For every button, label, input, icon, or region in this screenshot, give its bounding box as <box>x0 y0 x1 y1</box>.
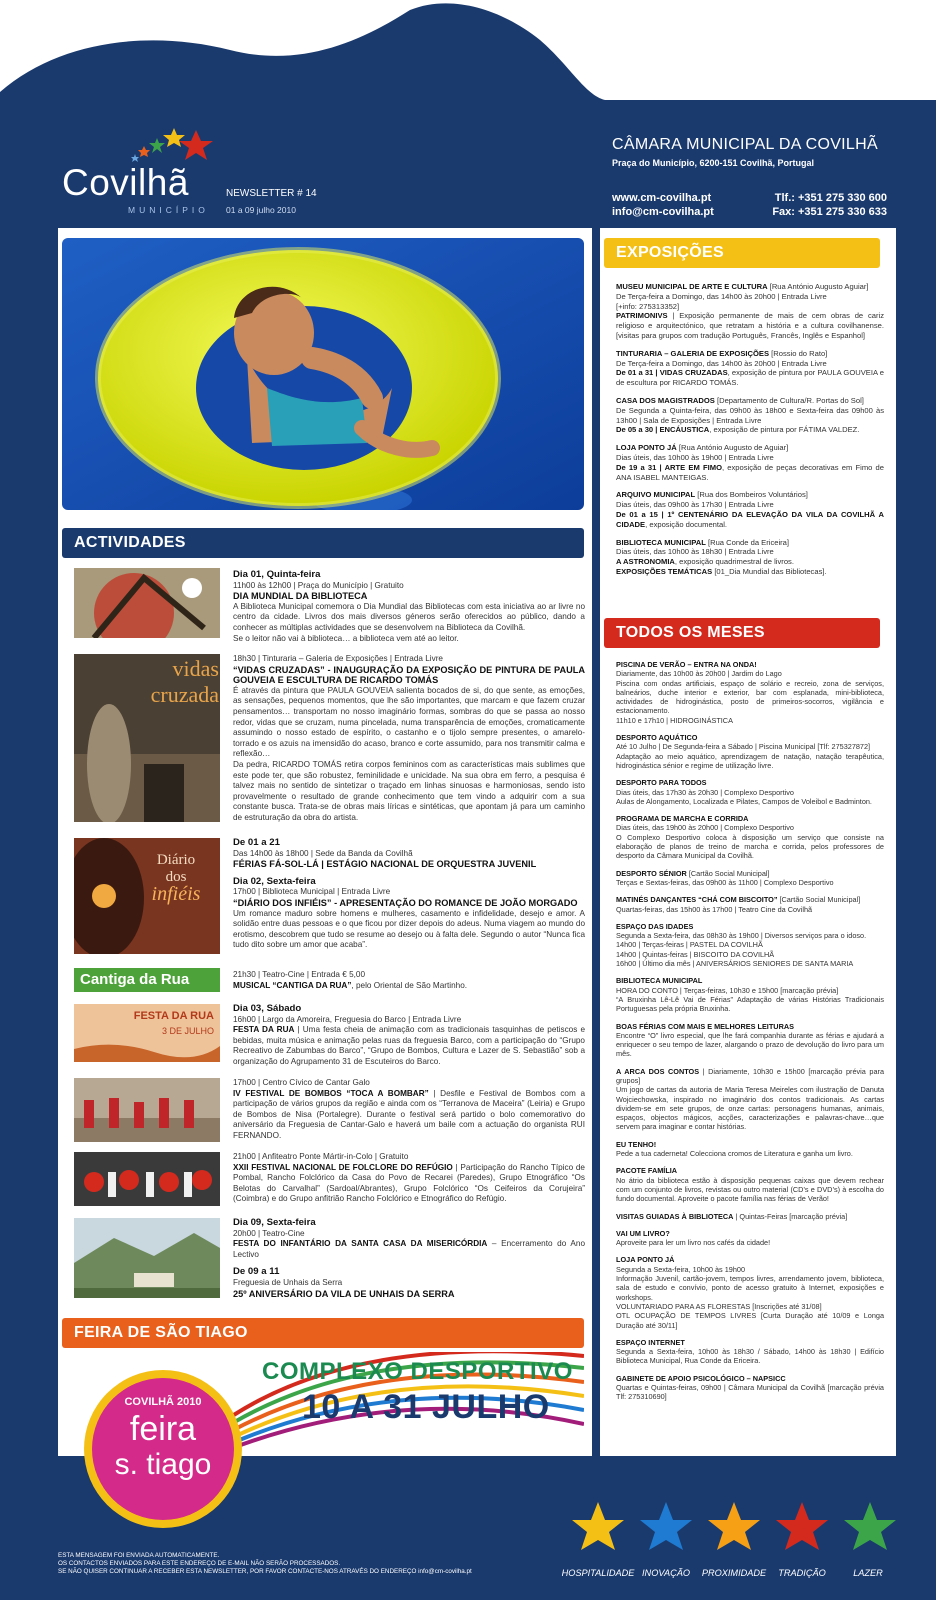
thumb-festa-title: FESTA DA RUA <box>133 1010 214 1022</box>
mes-napsicc: GABINETE DE APOIO PSICOLÓGICO – NAPSICC Quartas e Quintas-feiras, 09h00 | Câmara Municipal da Covilhã [marcação prévia Tlf: 275310690] <box>616 1373 884 1402</box>
thumb-bombos <box>74 1078 220 1142</box>
expo-museu: MUSEU MUNICIPAL DE ARTE E CULTURA [Rua António Augusto Aguiar] De Terça-feira a Domingo, das 14h00 às 20h00 | Entrada Livre [+info: 275313352] PATRIMONIVS | Exposição permanente de mais de cem obras de cariz religioso e arquitectónico, que retratam a história e a cultura covilhanense. [visitas para grupos com tradução Português, Francês, Inglês e Espanhol] <box>616 282 884 340</box>
logo-wordmark[interactable]: Covilhã <box>62 162 189 203</box>
thumb-biblioteca <box>74 568 220 638</box>
expo-loja: LOJA PONTO JÁ [Rua António Augusto de Aguiar] Dias úteis, das 10h00 às 19h00 | Entrada Livre De 19 a 31 | ARTE EM FIMO, exposição de peças decorativas em Fimo de ANA ISABEL MANTEIGAS. <box>616 443 884 482</box>
section-todos-os-meses: TODOS OS MESES <box>604 618 880 648</box>
mes-marcha: PROGRAMA DE MARCHA E CORRIDA Dias úteis, das 19h00 às 20h00 | Complexo Desportivo O Complexo Desportivo coloca à disposição um serviço que consiste na elaboração de planos de treino de marcha e corrida, pelos professores de desporto da Câmara Municipal da Covilhã. <box>616 814 884 861</box>
hero-image <box>62 238 584 510</box>
mes-pacote-familia: PACOTE FAMÍLIA No átrio da biblioteca estão à disposição pequenas caixas que devem rechear com um conjunto de livros, revistas ou outro material (CD’s e DVD’s) à escolha do fundo documental. Aproveite o pacote família nas férias de Verão! <box>616 1166 884 1204</box>
thumb-diario-line1: Diário <box>156 852 196 868</box>
event-festival-folclore: 21h00 | Anfiteatro Ponte Mártir-in-Colo | Gratuito XXII FESTIVAL NACIONAL DE FOLCLORE DO REFÚGIO | Participação do Rancho Típico de Pombal, Rancho Folclórico da Casa do Povo de Recarei (Paredes), Grupo Etnográfico “Os Belotas do Carvalhal” (Sardoal/Abrantes), Grupo Folclórico “Os Ceifeiros da Corujeira” (Coimbra) e do Grupo anfitrião Rancho Folclórico e Etnográfico do Refúgio. <box>233 1152 585 1204</box>
thumb-festa-date: 3 DE JULHO <box>161 1026 214 1036</box>
feira-badge-year: COVILHÃ 2010 <box>124 1396 202 1408</box>
event-ferias-diario: De 01 a 21 Das 14h00 às 18h00 | Sede da Banda da Covilhã FÉRIAS FÁ-SOL-LÁ | ESTÁGIO NACIONAL DE ORQUESTRA JUVENIL Dia 02, Sexta-feira 17h00 | Biblioteca Municipal | Entrada Livre “DIÁRIO DOS INFIÉIS” - APRESENTAÇÃO DO ROMANCE DE JOÃO MORGADO Um romance maduro sobre homens e mulheres, casamento e infidelidade, desejo e amor. A solidão entre duas pessoas e o que ficou por dizer depois do adeus. Numa viagem ao mundo do erotismo, descobrem que tudo se resume ao desejo ou à falta dele. Segundo o autor “Nunca fica tudo dito sobre um amor que acaba”. <box>233 837 585 950</box>
value-proximidade: PROXIMIDADE <box>701 1568 767 1578</box>
footer-note: ESTA MENSAGEM FOI ENVIADA AUTOMATICAMENTE. OS CONTACTOS ENVIADOS PARA ESTE ENDEREÇO DE E-MAIL NÃO SERÃO PROCESSADOS. SE NÃO QUISER CONTINUAR A RECEBER ESTA NEWSLETTER, POR FAVOR CONTACTE-NOS ATRAVÉS DO ENDEREÇO info@cm-covilha.pt <box>58 1552 472 1575</box>
footer-stars-icon <box>568 1500 908 1562</box>
feira-complexo: COMPLEXO DESPORTIVO <box>262 1358 573 1385</box>
event-festival-bombos: 17h00 | Centro Cívico de Cantar Galo IV FESTIVAL DE BOMBOS “TOCA A BOMBAR” | Desfile e Festival de Bombos com a participação de vários grupos da região e ainda com os “Terranova de Maceira” (Leiria) e Grupo de Bombos de Nisa (Portalegre). Durante o festival será partido o bolo comemorativo do aniversário da Freguesia de Cantar-Galo e haverá um baile com a actuação do organista RUI FERNANDO. <box>233 1078 585 1140</box>
feira-dates: 10 A 31 JULHO <box>302 1388 550 1426</box>
org-contacts <box>612 191 714 219</box>
event-dia-mundial-biblioteca: Dia 01, Quinta-feira 11h00 às 12h00 | Praça do Município | Gratuito DIA MUNDIAL DA BIBLIOTECA A Biblioteca Municipal comemora o Dia Mundial das Bibliotecas com esta iniciativa ao ar livre no centro da cidade. Livros dos mais diversos géneros serão oferecidos ao público, dando a conhecer as múltiplas actividades que se desenvolvem na Biblioteca da Covilhã. Se o leitor não vai à biblioteca… a biblioteca vem até ao leitor. <box>233 569 585 643</box>
thumb-vidas-title: vidas cruzada <box>150 656 219 707</box>
event-infantario-unhais: Dia 09, Sexta-feira 20h00 | Teatro-Cine FESTA DO INFANTÁRIO DA SANTA CASA DA MISERICÓRDIA – Encerramento do Ano Lectivo De 09 a 11 Freguesia de Unhais da Serra 25º ANIVERSÁRIO DA VILA DE UNHAIS DA SERRA <box>233 1217 585 1299</box>
thumb-unhais <box>74 1218 220 1298</box>
mes-biblioteca: BIBLIOTECA MUNICIPAL HORA DO CONTO | Terças-feiras, 10h30 e 15h00 [marcação prévia] “A Bruxinha Lê-Lê Vai de Férias” Adaptação de várias Histórias Tradicionais Portuguesas pela própria Bruxinha. <box>616 976 884 1014</box>
feira-badge[interactable] <box>84 1370 242 1528</box>
expo-tinturaria: TINTURARIA – GALERIA DE EXPOSIÇÕES [Rossio do Rato] De Terça-feira a Domingo, das 14h00 às 20h00 | Entrada Livre De 01 a 31 | VIDAS CRUZADAS, exposição de pintura por PAULA GOUVEIA e de escultura por RICARDO TOMÁS. <box>616 348 884 388</box>
section-exposicoes: EXPOSIÇÕES <box>604 238 880 268</box>
org-phones <box>744 191 887 219</box>
newsletter-number: NEWSLETTER # 14 <box>226 188 317 199</box>
event-festa-rua: Dia 03, Sábado 16h00 | Largo da Amoreira, Freguesia do Barco | Entrada Livre FESTA DA RUA | Uma festa cheia de animação com as tradicionais tasquinhas de petiscos e bebidas, muita música e animação pelas ruas da freguesia Barco, com a participação do “Grupo Recreativo de Zabumbas do Barco”, “Grupo de Bombos, Cultura e Lazer de S. Sebastião” sob a organização do Agrupamento 31 de Escuteiros do Barco. <box>233 1003 585 1066</box>
fax-number: Fax: +351 275 330 633 <box>772 206 887 218</box>
exposicoes-list <box>616 282 884 585</box>
mes-espaco-internet: ESPAÇO INTERNET Segunda a Sexta-feira, 10h00 às 18h30 / Sábado, 14h00 às 18h30 | Edifício Biblioteca Municipal, Rua Conde da Ericeira. <box>616 1337 884 1366</box>
mes-eu-tenho: EU TENHO! Pede a tua caderneta! Colecciona cromos de Literatura e ganha um livro. <box>616 1139 853 1159</box>
thumb-diario-line3: infiéis <box>151 883 201 905</box>
thumb-festa-rua <box>74 1004 220 1062</box>
expo-magistrados: CASA DOS MAGISTRADOS [Departamento de Cultura/R. Portas do Sol] De Segunda a Quinta-feira, das 09h00 às 18h00 e Sexta-feira das 09h00 às 13h00 | Sala de Exposições | Entrada Livre De 05 a 30 | ENCÁUSTICA, exposição de pintura por FÁTIMA VALDEZ. <box>616 395 884 435</box>
feira-badge-word: feira <box>129 1410 197 1448</box>
value-lazer: LAZER <box>853 1568 883 1578</box>
footer-email-link[interactable]: info@cm-covilha.pt <box>418 1568 472 1575</box>
mes-matines: MATINÉS DANÇANTES “CHÁ COM BISCOITO” [Cartão Social Municipal] Quartas-feiras, das 15h00 às 17h00 | Teatro Cine da Covilhã <box>616 895 861 914</box>
event-vidas-cruzadas: 18h30 | Tinturaria – Galeria de Exposições | Entrada Livre “VIDAS CRUZADAS” - INAUGURAÇÃO DA EXPOSIÇÃO DE PINTURA DE PAULA GOUVEIA E ESCULTURA DE RICARDO TOMÁS É através da pintura que PAULA GOUVEIA salienta bocados de si, do que sente, as emoções, as sensações, pequenos momentos, que lhe são importantes, que marcam e que fazem cruzar pensamentos… transportam no nosso imaginário formas, sombras do que se passa ao nosso redor, vidas que se cruzam, numa pincelada, numa transparência de emoções, cromaticamente assumindo o nosso estado de espírito, o castanho e o tijolo sempre presentes, o amarelo-torrado e os azuis na imensidão do acaso, branco e corte assumido, para nos transmitir calma e reflexão… Da pedra, RICARDO TOMÁS retira corpos femininos com as características mais sublimes que este pode ter, que são robustez, feminilidade e unicidade. Na sua obra em ferro, a pesquisa é talvez mais no sentido de sintetizar o traçado em linhas sinuosas e harmoniosas, sendo isto provavelmente o resultado de grande conhecimento que tem vindo a adquirir com a sua constante busca. Trata-se de obras mais líricas e sintéticas, que apontam já para um caminho de estruturação da obra do artista. <box>233 654 585 822</box>
mes-desporto-todos: DESPORTO PARA TODOS Dias úteis, das 17h30 às 20h30 | Complexo Desportivo Aulas de Alongamento, Localizada e Pilates, Campos de Voleibol e Badminton. <box>616 778 872 806</box>
mes-visitas-guiadas: VISITAS GUIADAS À BIBLIOTECA | Quintas-Feiras [marcação prévia] <box>616 1211 848 1221</box>
event-cantiga-rua: 21h30 | Teatro-Cine | Entrada € 5,00 MUSICAL “CANTIGA DA RUA”, pelo Oriental de São Martinho. <box>233 970 468 990</box>
value-hospitalidade: HOSPITALIDADE <box>561 1568 635 1578</box>
email-link[interactable]: info@cm-covilha.pt <box>612 206 714 218</box>
section-actividades: ACTIVIDADES <box>62 528 584 558</box>
meses-list <box>616 660 884 1410</box>
org-name: CÂMARA MUNICIPAL DA COVILHÃ <box>612 136 878 153</box>
mes-arca-contos: A ARCA DOS CONTOS | Diariamente, 10h30 e 15h00 [marcação prévia para grupos] Um jogo de cartas da autoria de Maria Teresa Meireles com ilustração de Danuta Wojciechowska, inspirado no imaginário dos contos tradicionais. As cartas dividem-se em sete grupos, de onze cartas: personagens humanas, animais, espaços, objectos mágicos, acções, caracterizações e palavras-chave…que servem para imaginar e contar histórias. <box>616 1066 885 1132</box>
newsletter-date: 01 a 09 julho 2010 <box>226 205 296 215</box>
value-tradicao: TRADIÇÃO <box>778 1568 826 1578</box>
thumb-cantiga-title: Cantiga da Rua <box>80 971 190 988</box>
website-link[interactable]: www.cm-covilha.pt <box>612 192 712 204</box>
thumb-folclore <box>74 1152 220 1206</box>
section-feira: FEIRA DE SÃO TIAGO <box>62 1318 584 1348</box>
phone-number: Tlf.: +351 275 330 600 <box>774 192 887 204</box>
thumb-vidas-cruzadas <box>74 654 220 822</box>
thumb-diario <box>74 838 220 954</box>
value-inovacao: INOVAÇÃO <box>642 1568 690 1578</box>
logo-subtitle: MUNICÍPIO <box>128 205 209 215</box>
thumb-diario-line2: dos <box>165 869 187 885</box>
thumb-cantiga <box>74 968 220 992</box>
mes-desporto-aquatico: DESPORTO AQUÁTICO Até 10 Julho | De Segunda-feira a Sábado | Piscina Municipal [Tlf: 275327872] Adaptação ao meio aquático, aprendizagem de natação, natação terapêutica, hidroginástica sénior e regime de utilização livre. <box>616 733 884 770</box>
mes-vai-um-livro: VAI UM LIVRO? Aproveite para ler um livro nos cafés da cidade! <box>616 1228 771 1248</box>
mes-loja-ponto-ja: LOJA PONTO JÁ Segunda a Sexta-feira, 10h00 às 19h00 Informação Juvenil, cartão-jovem, tempos livres, arrendamento jovem, biblioteca, sala de estudo e convívio, ponto de acesso gratuito à Internet, exposições e workshops. VOLUNTARIADO PARA AS FLORESTAS [Inscrições até 31/08] OTL OCUPAÇÃO DE TEMPOS LIVRES [Curta Duração até 10/09 e Longa Duração até 30/11] <box>616 1255 884 1330</box>
org-address: Praça do Município, 6200-151 Covilhã, Portugal <box>612 158 815 168</box>
mes-espaco-idades: ESPAÇO DAS IDADES Segunda a Sexta-feira, das 08h30 às 19h00 | Diversos serviços para o idoso. 14h00 | Terças-feiras | PASTEL DA COVILHÃ 14h00 | Quintas-feiras | BISCOITO DA COVILHÃ 16h00 | Último dia mês | ANIVERSÁRIOS SENIORES DE SANTA MARIA <box>616 921 867 969</box>
mes-boas-ferias: BOAS FÉRIAS COM MAIS E MELHORES LEITURAS Encontre “O” livro especial, que lhe fará companhia durante as férias e ajudará a enriquecer o seu tempo de lazer, alargando o prazo de devolução do livro para um mês. <box>616 1021 884 1059</box>
mes-piscina: PISCINA DE VERÃO – ENTRA NA ONDA! Diariamente, das 10h00 às 20h00 | Jardim do Lago Piscina com ondas artificiais, espaço de solário e recreio, zona de serviços, balneários, duche interior e exterior, bar com esplanada, mini-biblioteca, actividades de hidroginástica, posto de primeiros-socorros, vigilância e estacionamento. 11h10 e 17h10 | HIDROGINÁSTICA <box>616 660 884 725</box>
expo-biblioteca: BIBLIOTECA MUNICIPAL [Rua Conde da Ericeira] Dias úteis, das 10h00 às 18h30 | Entrada Livre A ASTRONOMIA, exposição quadrimestral de livros. EXPOSIÇÕES TEMÁTICAS [01_Dia Mundial das Bibliotecas]. <box>616 537 827 576</box>
mes-desporto-senior: DESPORTO SÉNIOR [Cartão Social Municipal] Terças e Sextas-feiras, das 09h00 às 11h00 | Complexo Desportivo <box>616 868 834 887</box>
expo-arquivo: ARQUIVO MUNICIPAL [Rua dos Bombeiros Voluntários] Dias úteis, das 09h00 às 17h30 | Entrada Livre De 01 a 15 | 1º CENTENÁRIO DA ELEVAÇÃO DA VILA DA COVILHÃ A CIDADE, exposição documental. <box>616 490 884 529</box>
feira-badge-name: s. tiago <box>114 1448 212 1481</box>
